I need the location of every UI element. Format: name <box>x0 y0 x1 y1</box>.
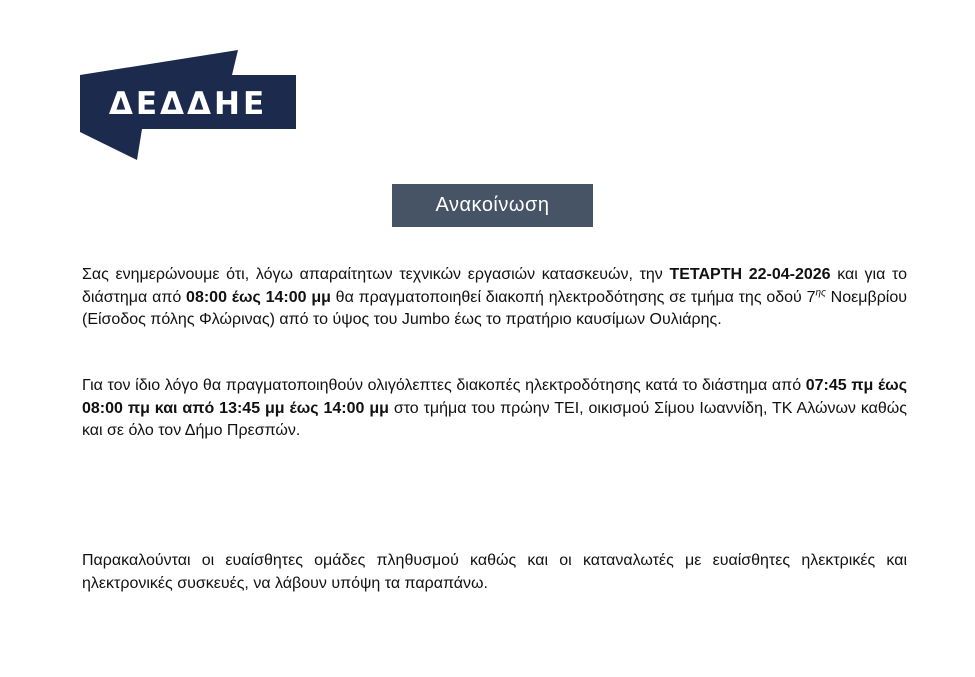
company-logo <box>80 50 296 160</box>
ordinal-suffix: ης <box>815 287 826 299</box>
outage-hours: 08:00 έως 14:00 μμ <box>186 288 331 306</box>
announcement-title: Ανακοίνωση <box>392 184 593 227</box>
paragraph-text: στο τμήμα του πρώην ΤΕΙ, οικισμού Σίμου Ιωαννίδη, ΤΚ Αλώνων καθώς και σε όλο τον Δήμο Πρεσπών. <box>82 399 908 439</box>
notice-paragraph: Παρακαλούνται οι ευαίσθητες ομάδες πληθυσμού καθώς και οι καταναλωτές με ευαίσθητες ηλεκτρικές και ηλεκτρονικές συσκευές, να λάβουν υπόψη τα παραπάνω. <box>82 552 907 592</box>
paragraph-text: θα πραγματοποιηθεί διακοπή ηλεκτροδότησης σε τμήμα της οδού 7 <box>330 288 816 306</box>
paragraph-text: και για το διάστημα από <box>82 266 908 306</box>
paragraph-text: Νοεμβρίου (Είσοδος πόλης Φλώρινας) από το ύψος του Jumbo έως το πρατήριο καυσίμων Ουλιάρης. <box>82 288 907 328</box>
paragraph-text: Σας ενημερώνουμε ότι, λόγω απαραίτητων τεχνικών εργασιών κατασκευών, την <box>82 266 670 283</box>
outage-date: ΤΕΤΑΡΤΗ 22-04-2026 <box>669 266 831 283</box>
outage-paragraph <box>82 264 907 332</box>
paragraph-text: Για τον ίδιο λόγο θα πραγματοποιηθούν ολιγόλεπτες διακοπές ηλεκτροδότησης κατά το διάστημα από <box>82 377 806 394</box>
brief-outages-paragraph <box>82 375 907 443</box>
logo-text: ΔΕΔΔΗΕ <box>108 86 268 122</box>
brief-outage-hours: 07:45 πμ έως 08:00 πμ και από 13:45 μμ έως 14:00 μμ <box>82 377 908 417</box>
